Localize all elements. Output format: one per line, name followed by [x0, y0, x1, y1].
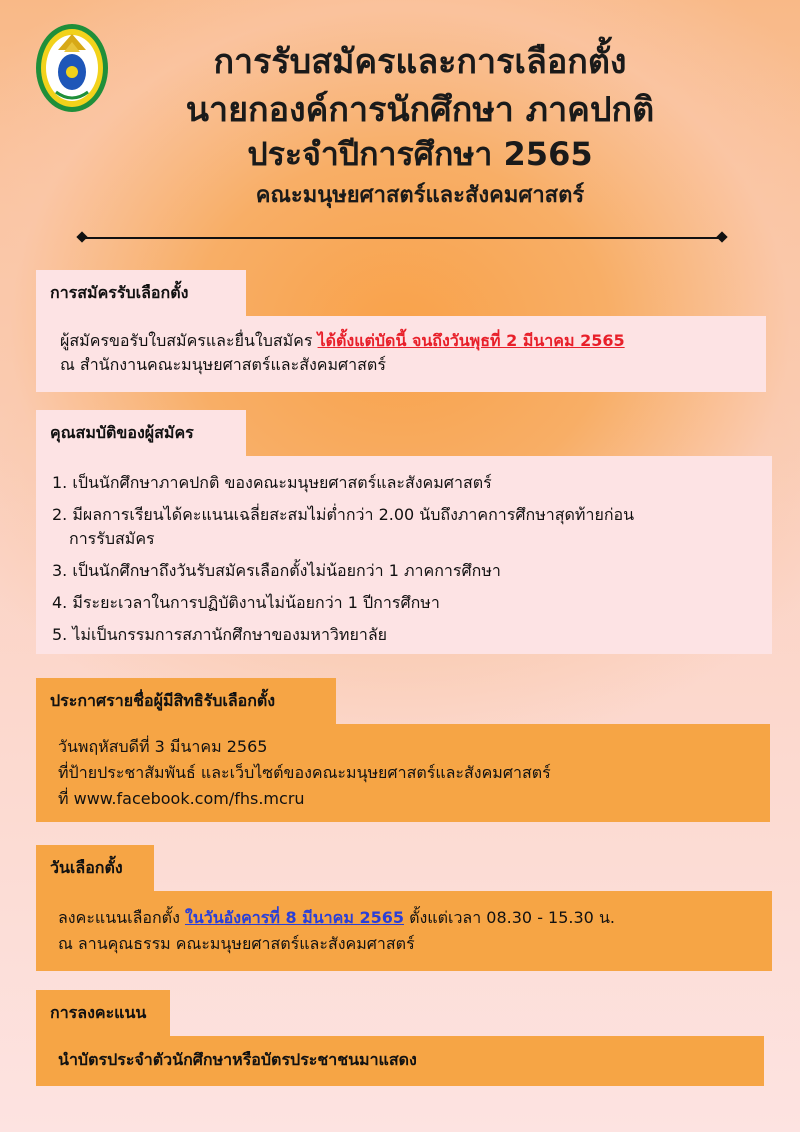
university-seal-logo — [34, 22, 110, 114]
election-day-location: ณ ลานคุณธรรม คณะมนุษยศาสตร์และสังคมศาสตร์ — [58, 934, 415, 953]
qualification-item: 5. ไม่เป็นกรรมการสภานักศึกษาของมหาวิทยาลัย — [52, 625, 387, 644]
subtitle: คณะมนุษยศาสตร์และสังคมศาสตร์ — [255, 183, 585, 208]
qualifications-label: คุณสมบัติของผู้สมัคร — [36, 410, 246, 456]
qualification-item: 1. เป็นนักศึกษาภาคปกติ ของคณะมนุษยศาสตร์และสังคมศาสตร์ — [52, 473, 492, 492]
election-day-panel — [36, 891, 772, 971]
title-line-1: การรับสมัครและการเลือกตั้ง — [213, 42, 627, 82]
qualification-item: 2. มีผลการเรียนได้คะแนนเฉลี่ยสะสมไม่ต่ำกว่า 2.00 นับถึงภาคการศึกษาสุดท้ายก่อน — [52, 505, 635, 524]
application-line-1 — [60, 329, 766, 353]
qualification-item: 4. มีระยะเวลาในการปฏิบัติงานไม่น้อยกว่า 1 ปีการศึกษา — [52, 593, 440, 612]
qualifications-panel — [36, 456, 772, 654]
announcement-panel — [36, 724, 770, 822]
title-line-2: นายกองค์การนักศึกษา ภาคปกติ — [185, 90, 655, 130]
announcement-location: ที่ป้ายประชาสัมพันธ์ และเว็บไซต์ของคณะมนุษยศาสตร์และสังคมศาสตร์ — [58, 763, 551, 782]
qualification-item-continued: การรับสมัคร — [69, 529, 155, 548]
qualification-item: 3. เป็นนักศึกษาถึงวันรับสมัครเลือกตั้งไม่น้อยกว่า 1 ภาคการศึกษา — [52, 561, 501, 580]
voting-panel — [36, 1036, 764, 1086]
election-day-label: วันเลือกตั้ง — [36, 845, 154, 891]
announcement-label: ประกาศรายชื่อผู้มีสิทธิรับเลือกตั้ง — [36, 678, 336, 724]
title-divider — [82, 237, 722, 239]
application-text: ผู้สมัครขอรับใบสมัครและยื่นใบสมัคร — [60, 331, 318, 350]
announcement-date: วันพฤหัสบดีที่ 3 มีนาคม 2565 — [58, 737, 268, 756]
voting-instruction: นำบัตรประจำตัวนักศึกษาหรือบัตรประชาชนมาแสดง — [58, 1050, 417, 1069]
qualifications-list — [52, 471, 772, 647]
voting-label: การลงคะแนน — [36, 990, 170, 1036]
election-day-date: ในวันอังคารที่ 8 มีนาคม 2565 — [184, 908, 404, 927]
announcement-url: ที่ www.facebook.com/fhs.mcru — [58, 789, 305, 808]
application-line-2: ณ สำนักงานคณะมนุษยศาสตร์และสังคมศาสตร์ — [60, 355, 386, 374]
application-panel — [36, 316, 766, 392]
title-line-3: ประจำปีการศึกษา 2565 — [247, 135, 593, 173]
election-day-time: ตั้งแต่เวลา 08.30 - 15.30 น. — [403, 908, 615, 927]
application-label: การสมัครรับเลือกตั้ง — [36, 270, 246, 316]
election-day-line-1 — [58, 905, 772, 931]
application-deadline: ได้ตั้งแต่บัดนี้ จนถึงวันพุธที่ 2 มีนาคม 2565 — [317, 331, 625, 350]
election-day-text: ลงคะแนนเลือกตั้ง — [58, 908, 185, 927]
